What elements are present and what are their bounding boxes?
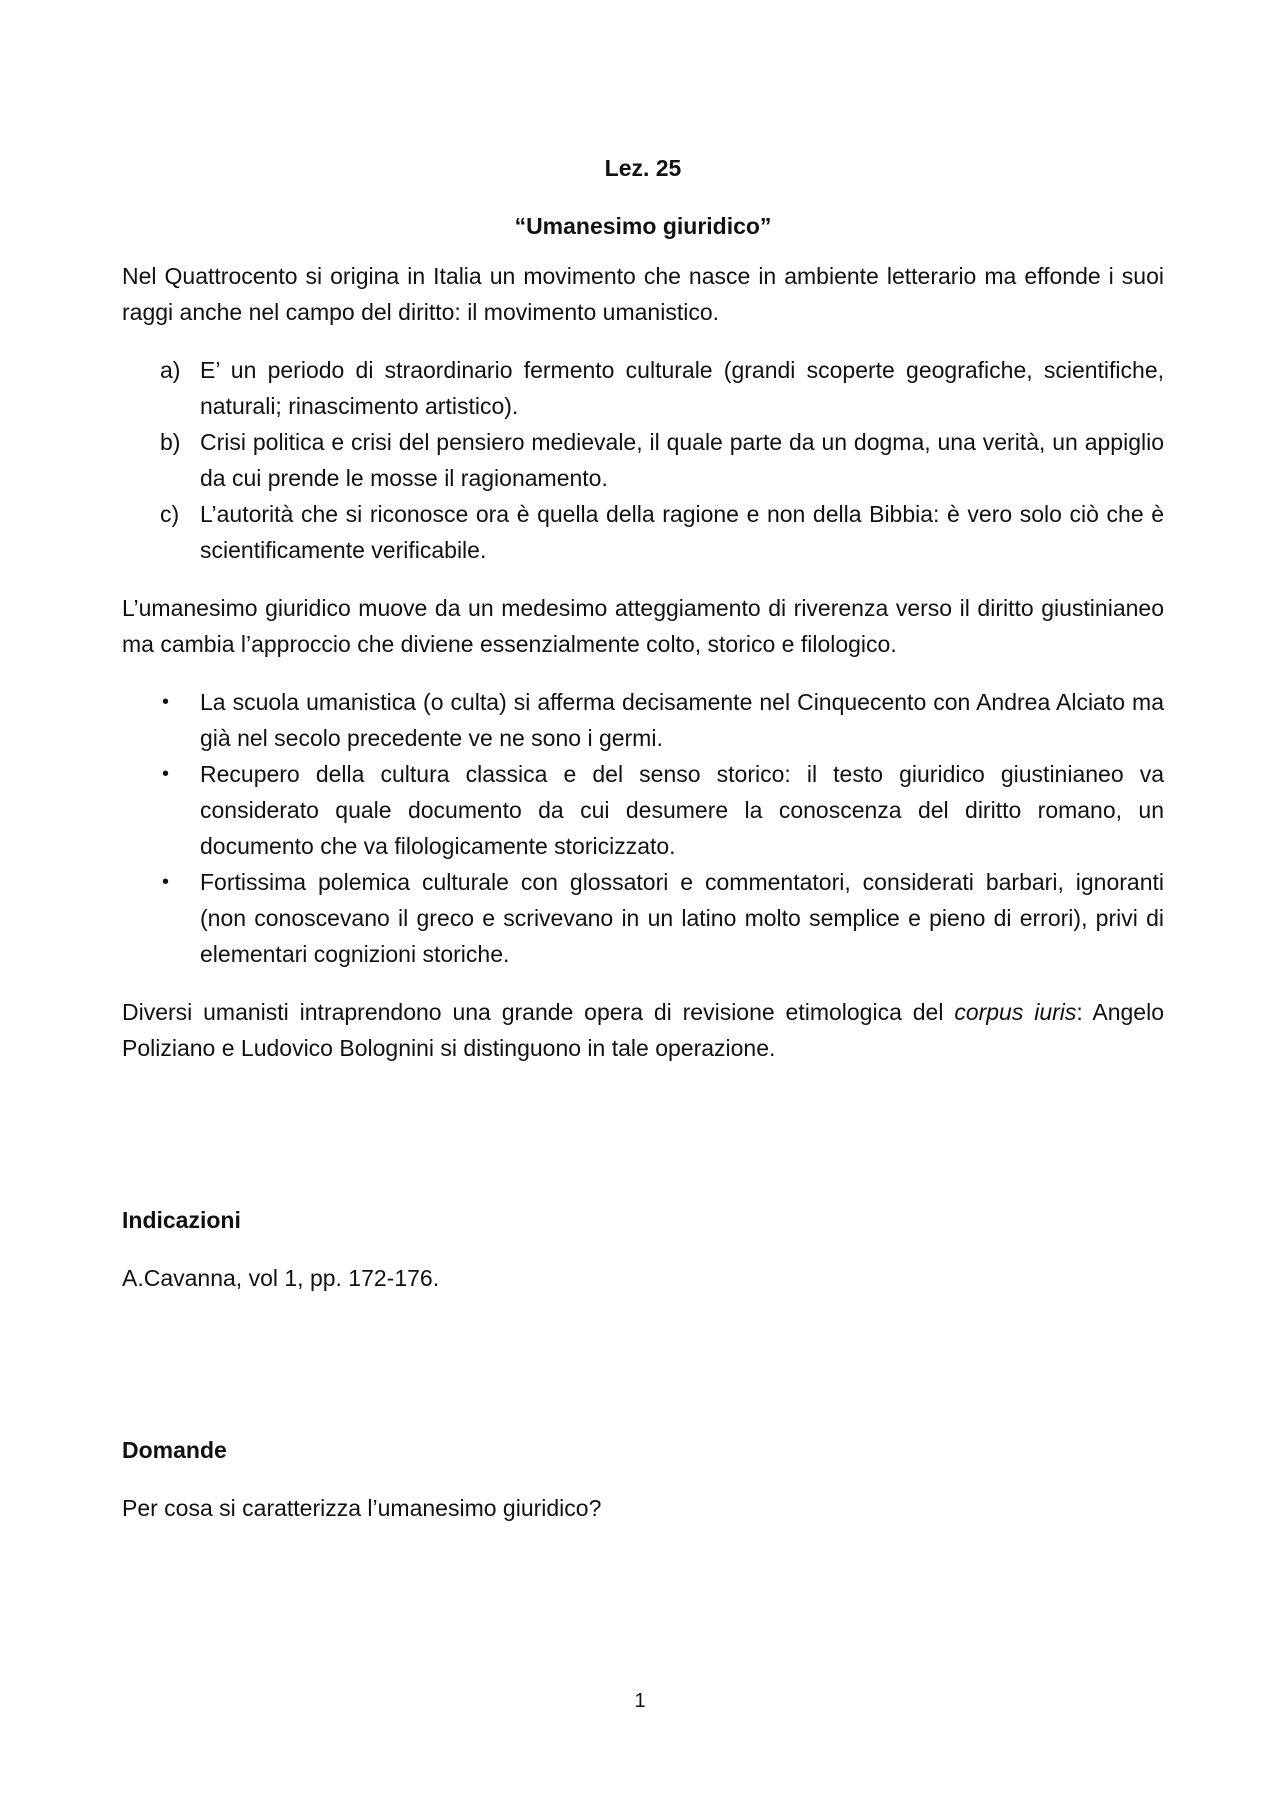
document-title: “Umanesimo giuridico” xyxy=(514,213,772,239)
second-paragraph: L’umanesimo giuridico muove da un medesimo atteggiamento di riverenza verso il diritto giustinianeo ma cambia l’approccio che diviene essenzialmente colto, storico e filologico. xyxy=(122,595,1164,657)
list-item xyxy=(122,352,1164,424)
lettered-list xyxy=(122,352,1164,568)
bullet-list xyxy=(122,684,1164,972)
spacer xyxy=(122,1296,1164,1432)
list-item xyxy=(122,864,1164,972)
bullet-icon: • xyxy=(162,763,170,785)
list-item-text: Crisi politica e crisi del pensiero medievale, il quale parte da un dogma, una verità, un appiglio da cui prende le mosse il ragionamento. xyxy=(200,429,1164,491)
list-marker: b) xyxy=(160,429,181,455)
third-paragraph-end: : Angelo Poliziano e Ludovico Bolognini si distinguono in tale operazione. xyxy=(122,999,1164,1061)
lesson-number: Lez. 25 xyxy=(604,155,682,181)
third-paragraph-start: Diversi umanisti intraprendono una grande opera di revisione etimologica del xyxy=(122,999,955,1025)
spacer xyxy=(122,1066,1164,1202)
list-item xyxy=(122,424,1164,496)
domande-heading: Domande xyxy=(122,1437,227,1463)
list-item xyxy=(122,756,1164,864)
list-item-text: Recupero della cultura classica e del senso storico: il testo giuridico giustinianeo va considerato quale documento da cui desumere la conoscenza del diritto romano, un documento che va filologicamente storicizzato. xyxy=(200,761,1164,859)
indicazioni-heading: Indicazioni xyxy=(122,1207,241,1233)
page-number: 1 xyxy=(634,1690,646,1712)
list-item xyxy=(122,684,1164,756)
bullet-icon: • xyxy=(162,871,170,893)
domande-text: Per cosa si caratterizza l’umanesimo giuridico? xyxy=(122,1495,602,1521)
third-paragraph xyxy=(122,994,1164,1066)
list-marker: a) xyxy=(160,357,181,383)
corpus-iuris-term: corpus iuris xyxy=(954,999,1077,1025)
list-item-text: L’autorità che si riconosce ora è quella della ragione e non della Bibbia: è vero solo ciò che è scientificamente verificabile. xyxy=(200,501,1164,563)
list-item-text: E’ un periodo di straordinario fermento culturale (grandi scoperte geografiche, scientifiche, naturali; rinascimento artistico). xyxy=(200,357,1164,419)
list-item-text: Fortissima polemica culturale con glossatori e commentatori, considerati barbari, ignoranti (non conoscevano il greco e scrivevano in un latino molto semplice e pieno di errori), privi di elementari cognizioni storiche. xyxy=(200,869,1164,967)
list-item xyxy=(122,496,1164,568)
list-marker: c) xyxy=(160,501,180,527)
intro-paragraph: Nel Quattrocento si origina in Italia un movimento che nasce in ambiente letterario ma effonde i suoi raggi anche nel campo del diritto: il movimento umanistico. xyxy=(122,263,1164,325)
list-item-text: La scuola umanistica (o culta) si afferma decisamente nel Cinquecento con Andrea Alciato ma già nel secolo precedente ve ne sono i germi. xyxy=(200,689,1164,751)
bullet-icon: • xyxy=(162,691,170,713)
page-content xyxy=(122,150,1164,1526)
indicazioni-text: A.Cavanna, vol 1, pp. 172-176. xyxy=(122,1265,440,1291)
